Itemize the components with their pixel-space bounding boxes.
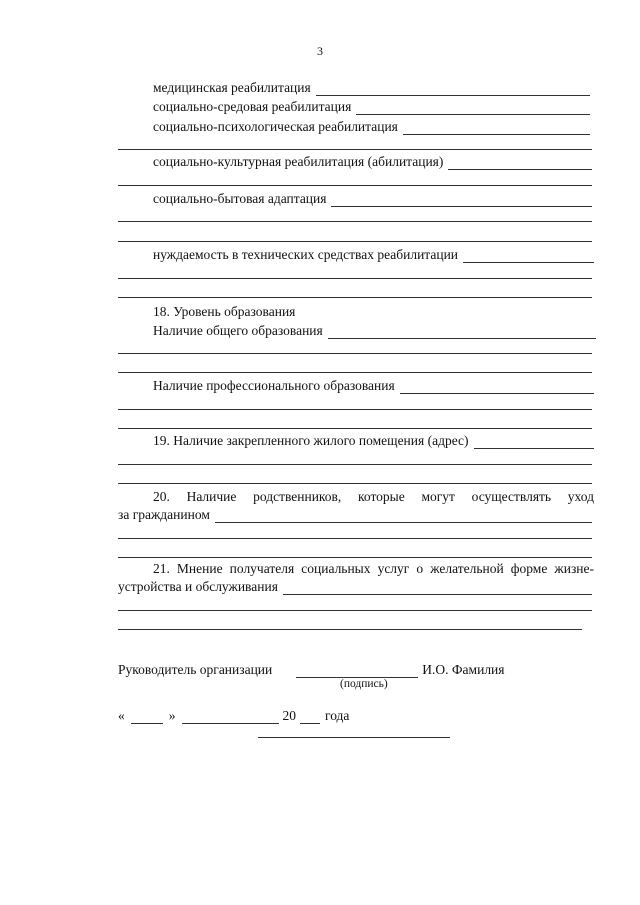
date-day-field[interactable] [131, 709, 163, 724]
relatives-field[interactable] [215, 508, 592, 523]
relatives-line1: 20. Наличие родственников, которые могут осуществлять уход [153, 489, 594, 504]
fill-line[interactable] [118, 409, 592, 410]
professional-education-field[interactable] [400, 379, 594, 394]
education-heading-row [153, 302, 453, 320]
relatives-row [118, 505, 592, 523]
fill-line[interactable] [118, 464, 592, 465]
signature-caption: (подпись) [340, 678, 388, 690]
fill-line[interactable] [118, 149, 592, 150]
fill-line[interactable] [118, 538, 592, 539]
tech-means-label: нуждаемость в технических средствах реабилитации [153, 247, 459, 262]
fill-line[interactable] [118, 185, 592, 186]
tech-means-field[interactable] [463, 248, 594, 263]
professional-education-label: Наличие профессионального образования [153, 378, 395, 393]
date-row [118, 706, 378, 724]
date-year-prefix: 20 [282, 708, 296, 723]
social-everyday-row [153, 189, 592, 207]
fill-line[interactable] [118, 372, 592, 373]
fill-line[interactable] [118, 629, 582, 630]
medical-rehab-label: медицинская реабилитация [153, 80, 311, 95]
fill-line[interactable] [118, 428, 592, 429]
fill-line[interactable] [118, 557, 592, 558]
date-month-field[interactable] [182, 709, 279, 724]
general-education-label: Наличие общего образования [153, 323, 323, 338]
date-year-suffix: года [325, 708, 350, 723]
opinion-line1: 21. Мнение получателя социальных услуг о желательной форме жизне- [153, 561, 594, 576]
social-psych-rehab-row [153, 117, 590, 135]
signature-name: И.О. Фамилия [422, 662, 505, 677]
housing-field[interactable] [474, 434, 594, 449]
fill-line[interactable] [118, 610, 592, 611]
signature-role: Руководитель организации [118, 662, 273, 677]
social-cult-rehab-row [153, 152, 592, 170]
housing-row [153, 431, 594, 449]
professional-education-row [153, 376, 594, 394]
date-year-field[interactable] [300, 709, 320, 724]
education-heading: 18. Уровень образования [153, 304, 296, 319]
opinion-line2: устройства и обслуживания [118, 579, 278, 594]
social-everyday-label: социально-бытовая адаптация [153, 191, 327, 206]
housing-label: 19. Наличие закрепленного жилого помещения (адрес) [153, 433, 469, 448]
date-open-quote: « [118, 708, 125, 723]
bottom-line [258, 737, 450, 738]
medical-rehab-field[interactable] [316, 81, 590, 96]
fill-line[interactable] [118, 297, 592, 298]
social-env-rehab-row [153, 97, 590, 115]
social-psych-rehab-field[interactable] [403, 120, 590, 135]
page-number: 3 [317, 44, 323, 58]
opinion-row [118, 577, 592, 595]
medical-rehab-row [153, 78, 590, 96]
signature-field[interactable] [296, 663, 418, 678]
fill-line[interactable] [118, 278, 592, 279]
fill-line[interactable] [118, 353, 592, 354]
fill-line[interactable] [118, 221, 592, 222]
relatives-line2: за гражданином [118, 507, 210, 522]
social-cult-rehab-field[interactable] [448, 155, 592, 170]
date-close-quote: » [168, 708, 176, 723]
opinion-field[interactable] [283, 580, 592, 595]
social-env-rehab-label: социально-средовая реабилитация [153, 99, 352, 114]
general-education-row [153, 321, 596, 339]
tech-means-row [153, 245, 594, 263]
social-cult-rehab-label: социально-культурная реабилитация (абилитация) [153, 154, 444, 169]
social-env-rehab-field[interactable] [356, 100, 590, 115]
social-everyday-field[interactable] [331, 192, 592, 207]
general-education-field[interactable] [328, 324, 596, 339]
signature-row [118, 660, 558, 678]
fill-line[interactable] [118, 241, 592, 242]
social-psych-rehab-label: социально-психологическая реабилитация [153, 119, 398, 134]
fill-line[interactable] [118, 483, 592, 484]
